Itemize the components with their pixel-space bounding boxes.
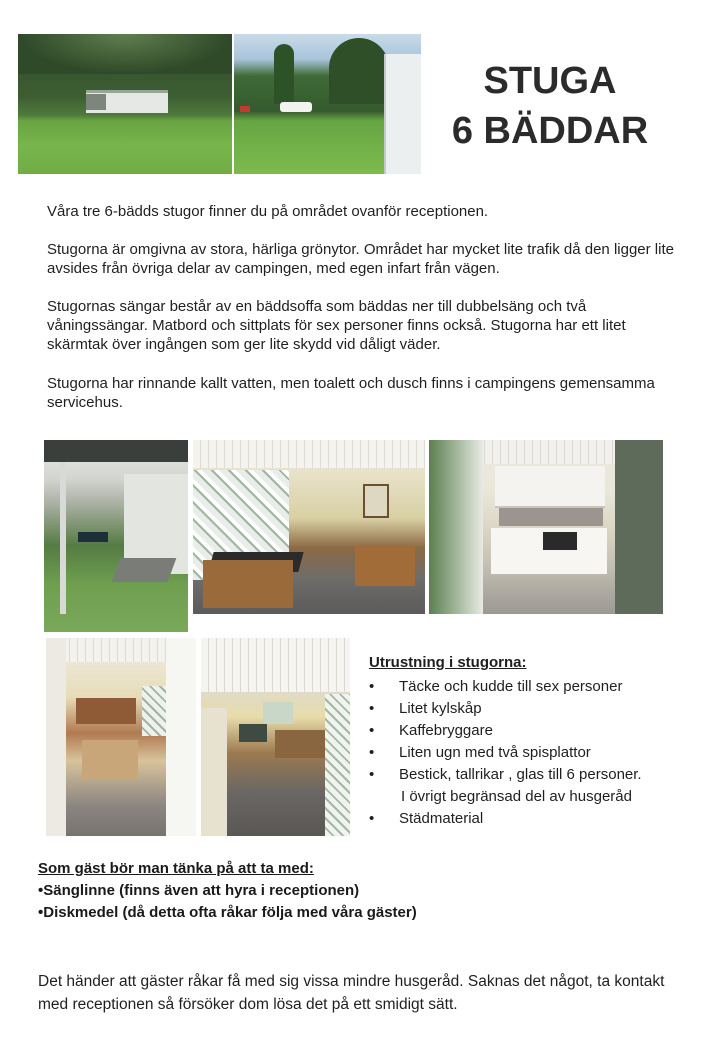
equipment-heading: Utrustning i stugorna: bbox=[369, 654, 527, 671]
intro-paragraph-1: Våra tre 6-bädds stugor finner du på området ovanför receptionen. bbox=[47, 203, 489, 220]
equipment-item: Täcke och kudde till sex personer bbox=[399, 678, 623, 695]
photo-bunk-beds bbox=[46, 638, 196, 836]
caravan-shape bbox=[280, 102, 312, 112]
list-item bbox=[369, 698, 709, 720]
bullet-icon: • bbox=[369, 722, 375, 739]
equipment-item: Kaffebryggare bbox=[399, 722, 493, 739]
equipment-item: Litet kylskåp bbox=[399, 700, 482, 717]
cabin-wall-shape bbox=[384, 54, 421, 174]
equipment-item: Städmaterial bbox=[399, 810, 484, 827]
list-item-continuation bbox=[369, 786, 709, 808]
bullet-icon: • bbox=[369, 766, 375, 783]
photo-cabin-field bbox=[18, 34, 232, 174]
intro-paragraph-4: Stugorna har rinnande kallt vatten, men toalett och dusch finns i campingens gemensamma servicehus. bbox=[47, 375, 655, 411]
photo-kitchen bbox=[429, 440, 663, 614]
list-item bbox=[369, 720, 709, 742]
equipment-continuation: I övrigt begränsad del av husgeråd bbox=[401, 788, 632, 805]
equipment-item: Bestick, tallrikar , glas till 6 personer. bbox=[399, 766, 642, 783]
bring-heading: Som gäst bör man tänka på att ta med: bbox=[38, 860, 314, 877]
photo-porch bbox=[44, 440, 188, 632]
title-line-2: 6 BÄDDAR bbox=[451, 110, 649, 152]
bullet-icon: • bbox=[369, 810, 375, 827]
bring-item: •Sänglinne (finns även att hyra i receptionen) bbox=[38, 882, 360, 899]
intro-paragraph-3: Stugornas sängar består av en bäddsoffa som bäddas ner till dubbelsäng och två våningssängar. Matbord och sittplats för sex personer finns också. Stugorna har ett litet skärmtak över ingången som ger lite skydd vid dåligt väder. bbox=[47, 298, 626, 353]
bring-section bbox=[38, 858, 698, 924]
equipment-section bbox=[369, 652, 709, 830]
bullet-icon: • bbox=[369, 744, 375, 761]
list-item bbox=[369, 808, 709, 830]
list-item bbox=[369, 742, 709, 764]
bullet-icon: • bbox=[369, 700, 375, 717]
intro-paragraph-2: Stugorna är omgivna av stora, härliga grönytor. Området har mycket lite trafik då den ligger lite avsides från övriga delar av campingen, med egen infart från vägen. bbox=[47, 241, 674, 277]
bring-item: •Diskmedel (då detta ofta råkar följa med våra gäster) bbox=[38, 904, 417, 921]
photo-interior-dining bbox=[193, 440, 425, 614]
page-title bbox=[440, 56, 660, 156]
photo-living-room bbox=[201, 638, 350, 836]
equipment-item: Liten ugn med två spisplattor bbox=[399, 744, 591, 761]
title-line-1: STUGA bbox=[483, 60, 617, 102]
list-item bbox=[369, 764, 709, 786]
photo-field-caravans bbox=[234, 34, 421, 174]
equipment-list bbox=[369, 676, 709, 830]
list-item bbox=[369, 676, 709, 698]
bullet-icon: • bbox=[369, 678, 375, 695]
closing-paragraph: Det händer att gäster råkar få med sig vissa mindre husgeråd. Saknas det något, ta kontakt med receptionen så försöker dom lösa det på ett smidigt sätt. bbox=[38, 973, 665, 1013]
